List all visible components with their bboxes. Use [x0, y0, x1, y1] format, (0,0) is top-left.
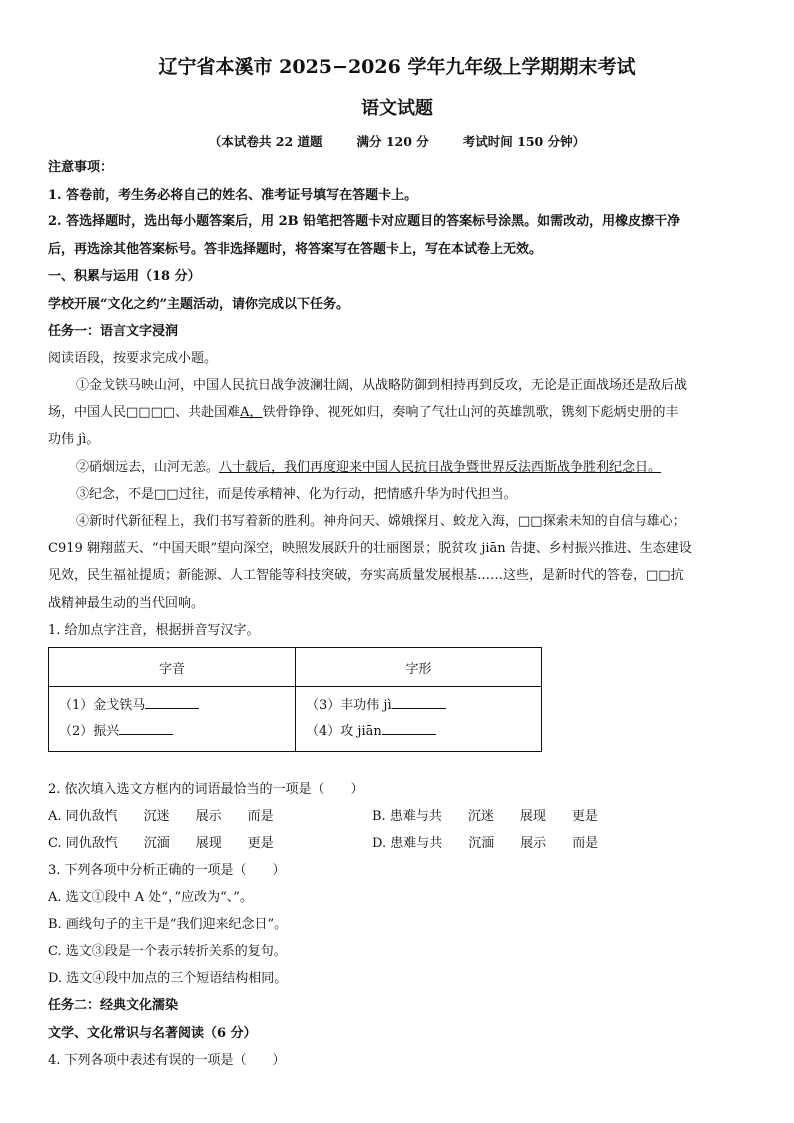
passage-p1-line-1: ①金戈铁马映山河，中国人民抗日战争波澜壮阔，从战略防御到相持再到反攻，无论是正面战场还是敌后战 — [76, 378, 688, 393]
section-1-heading: 一、积累与运用（18 分） — [48, 269, 201, 284]
question-2-stem: 2. 依次填入选文方框内的词语最恰当的一项是（ ） — [48, 782, 364, 797]
exam-info — [0, 132, 794, 150]
notes-item-1: 1. 答卷前，考生务必将自己的姓名、准考证号填写在答题卡上。 — [48, 188, 418, 203]
underlined-sentence: 八十载后，我们再度迎来中国人民抗日战争暨世界反法西斯战争胜利纪念日。 — [219, 460, 662, 475]
passage-p4-line-2: C919 翱翔蓝天、“中国天眼”望向深空，映照发展跃升的壮丽图景；脱贫攻 jiān 告捷、乡村振兴推进、生态建设 — [48, 541, 692, 556]
answer-blank[interactable] — [382, 722, 436, 735]
notes-heading: 注意事项： — [48, 160, 114, 175]
q2-option-b[interactable]: B. 患难与共 沉迷 展现 更是 — [372, 809, 598, 824]
question-4-stem: 4. 下列各项中表述有误的一项是（ ） — [48, 1053, 286, 1068]
passage-p3: ③纪念，不是□□过往，而是传承精神、化为行动，把情感升华为时代担当。 — [76, 487, 517, 502]
answer-blank[interactable] — [145, 696, 199, 709]
q1-item-2-label: （2）振兴 — [59, 724, 120, 739]
question-3-stem: 3. 下列各项中分析正确的一项是（ ） — [48, 863, 286, 878]
q1-item-1-label: （1）金戈铁马 — [59, 698, 146, 713]
q3-option-b[interactable]: B. 画线句子的主干是“我们迎来纪念日”。 — [48, 917, 288, 932]
exam-time: 考试时间 150 分钟） — [462, 134, 586, 149]
question-1-table — [48, 647, 542, 752]
task-1-heading: 任务一：语言文字浸润 — [48, 324, 179, 339]
column-header-pinyin: 字音 — [49, 648, 296, 687]
passage-p4-line-1: ④新时代新征程上，我们书写着新的胜利。神舟问天、嫦娥探月、蛟龙入海，□□探索未知的自信与雄心； — [76, 514, 686, 529]
q3-option-c[interactable]: C. 选文③段是一个表示转折关系的复句。 — [48, 944, 287, 959]
q1-item-1 — [59, 693, 285, 719]
passage-p1-line-2 — [48, 405, 679, 421]
column-header-hanzi: 字形 — [296, 648, 542, 687]
passage-p1-line-3: 功伟 jì。 — [48, 432, 100, 447]
question-1-stem: 1. 给加点字注音，根据拼音写汉字。 — [48, 623, 260, 638]
task-2-heading: 任务二：经典文化濡染 — [48, 998, 179, 1013]
passage-p1-line-2-start: 场，中国人民□□□□、共赴国难 — [48, 405, 241, 420]
passage-p2-start: ②硝烟远去，山河无恙。 — [76, 460, 220, 475]
q1-item-4-label: （4）攻 jiān — [306, 724, 382, 739]
marker-a: A， — [240, 405, 263, 420]
q1-item-3-label: （3）丰功伟 jì — [306, 698, 392, 713]
answer-blank[interactable] — [119, 722, 173, 735]
passage-p2 — [76, 460, 661, 476]
q1-item-4 — [306, 719, 531, 745]
answer-blank[interactable] — [392, 696, 446, 709]
q2-option-c[interactable]: C. 同仇敌忾 沉湎 展现 更是 — [48, 836, 274, 851]
passage-p4-line-3: 见效，民生福祉提质；新能源、人工智能等科技突破，夯实高质量发展根基……这些，是新时代的答卷，□□抗 — [48, 568, 684, 583]
reading-instruction: 阅读语段，按要求完成小题。 — [48, 351, 218, 366]
table-header-row — [49, 648, 542, 687]
full-score: 满分 120 分 — [356, 134, 429, 149]
pinyin-cell — [49, 687, 296, 752]
question-count: （本试卷共 22 道题 — [208, 134, 323, 149]
table-row — [49, 687, 542, 752]
notes-item-2-line-1: 2. 答选择题时，选出每小题答案后，用 2B 铅笔把答题卡对应题目的答案标号涂黑。如需改动，用橡皮擦干净 — [48, 214, 681, 229]
section-2-subheading: 文学、文化常识与名著阅读（6 分） — [48, 1026, 257, 1041]
q2-option-d[interactable]: D. 患难与共 沉湎 展示 而是 — [372, 836, 599, 851]
q3-option-a[interactable]: A. 选文①段中 A 处“，”应改为“、”。 — [48, 890, 253, 905]
hanzi-cell — [296, 687, 542, 752]
section-1-intro: 学校开展“文化之约”主题活动，请你完成以下任务。 — [48, 297, 349, 312]
q3-option-d[interactable]: D. 选文④段中加点的三个短语结构相同。 — [48, 971, 288, 986]
exam-title: 辽宁省本溪市 2025−2026 学年九年级上学期期末考试 — [158, 56, 636, 78]
notes-item-2-line-2: 后，再选涂其他答案标号。答非选择题时，将答案写在答题卡上，写在本试卷上无效。 — [48, 242, 543, 257]
q1-item-2 — [59, 719, 285, 745]
q1-item-3 — [306, 693, 531, 719]
q2-option-a[interactable]: A. 同仇敌忾 沉迷 展示 而是 — [48, 809, 274, 824]
passage-p4-line-4: 战精神最生动的当代回响。 — [48, 596, 205, 611]
passage-p1-line-2-end: 铁骨铮铮、视死如归，奏响了气壮山河的英雄凯歌，镌刻下彪炳史册的丰 — [262, 405, 679, 420]
exam-subtitle: 语文试题 — [361, 98, 433, 119]
